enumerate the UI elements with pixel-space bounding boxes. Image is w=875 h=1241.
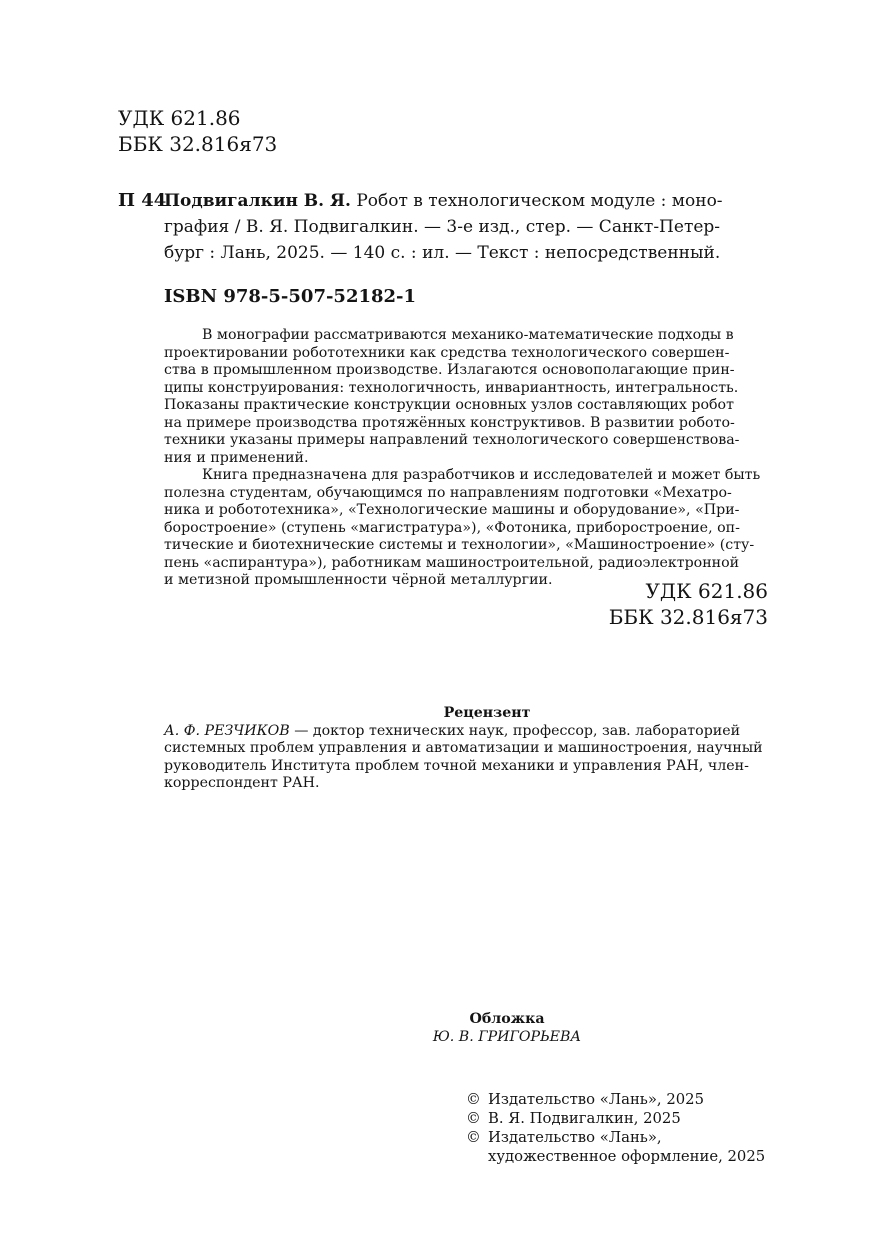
annotation-line: полезна студентам, обучающимся по направлениям подготовки «Мехатро- [164, 484, 732, 501]
reviewer-heading: Рецензент [443, 705, 531, 721]
reviewer-line-4: корреспондент РАН. [164, 775, 320, 791]
reviewer-block [164, 705, 770, 793]
annotation-line: ния и применений. [164, 449, 309, 466]
annotation-line: Книга предназначена для разработчиков и исследователей и может быть [202, 467, 761, 483]
annotation-line: пень «аспирантура»), работникам машиностроительной, радиоэлектронной [164, 554, 740, 571]
entry-title: Робот в технологическом модуле : моно- [350, 191, 723, 211]
annotation-line: Показаны практические конструкции основных узлов составляющих робот [164, 397, 734, 413]
cover-credit [164, 1010, 770, 1046]
copyright-icon: © [466, 1091, 481, 1108]
annotation-line: боростроение» (ступень «магистратура»), «Фотоника, приборостроение, оп- [164, 519, 740, 536]
entry-line-3: бург : Лань, 2025. — 140 с. : ил. — Текст : непосредственный. [164, 243, 721, 263]
annotation-line: ципы конструирования: технологичность, инвариантность, интегральность. [164, 379, 739, 396]
annotation-line: ства в промышленном производстве. Излагаются основополагающие прин- [164, 362, 735, 378]
annotation-line: и метизной промышленности чёрной металлургии. [164, 572, 553, 588]
copyright-row [466, 1128, 770, 1147]
isbn: ISBN 978-5-507-52182-1 [164, 286, 417, 307]
reviewer-line-1 [164, 723, 770, 741]
author-mark: П 44 [118, 190, 167, 211]
copyright-holder: Издательство «Лань», [488, 1129, 662, 1146]
reviewer-line-3: руководитель Института проблем точной механики и управления РАН, член- [164, 757, 749, 774]
copyright-holder: В. Я. Подвигалкин, 2025 [488, 1110, 681, 1127]
annotation [164, 327, 770, 590]
udk-code: УДК 621.86 [118, 106, 241, 130]
annotation-line: тические и биотехнические системы и технологии», «Машиностроение» (сту- [164, 537, 755, 553]
bbk-code: ББК 32.816я73 [608, 605, 768, 629]
annotation-line: техники указаны примеры направлений технологического совершенствова- [164, 432, 740, 448]
copyright-row [466, 1109, 770, 1128]
copyright-row-continuation: художественное оформление, 2025 [488, 1148, 766, 1165]
reviewer-line-2: системных проблем управления и автоматизации и машиностроения, научный [164, 740, 763, 756]
copyright-row [466, 1090, 770, 1109]
annotation-line: ника и робототехника», «Технологические машины и оборудование», «При- [164, 502, 740, 518]
annotation-line: В монографии рассматриваются механико-математические подходы в [202, 327, 734, 343]
reviewer-credentials: — доктор технических наук, профессор, зав. лабораторией [289, 722, 741, 739]
copyright-block [466, 1090, 770, 1166]
bbk-code: ББК 32.816я73 [118, 132, 278, 156]
copyright-icon: © [466, 1110, 481, 1127]
entry-author: Подвигалкин В. Я. [164, 191, 351, 211]
cover-designer: Ю. В. ГРИГОРЬЕВА [432, 1029, 582, 1045]
entry-line-2: графия / В. Я. Подвигалкин. — 3-е изд., стер. — Санкт-Петер- [164, 217, 721, 237]
reviewer-name: А. Ф. РЕЗЧИКОВ [164, 722, 290, 739]
cover-heading: Обложка [469, 1011, 545, 1027]
copyright-icon: © [466, 1129, 481, 1146]
entry-line-1 [164, 188, 723, 214]
annotation-line: проектировании робототехники как средства технологического совершен- [164, 344, 730, 361]
annotation-line: на примере производства протяжённых конструктивов. В развитии робото- [164, 414, 735, 431]
udk-code: УДК 621.86 [645, 579, 768, 603]
classification-codes-top [118, 105, 277, 157]
classification-codes-bottom [560, 578, 768, 630]
copyright-holder: Издательство «Лань», 2025 [488, 1091, 704, 1108]
